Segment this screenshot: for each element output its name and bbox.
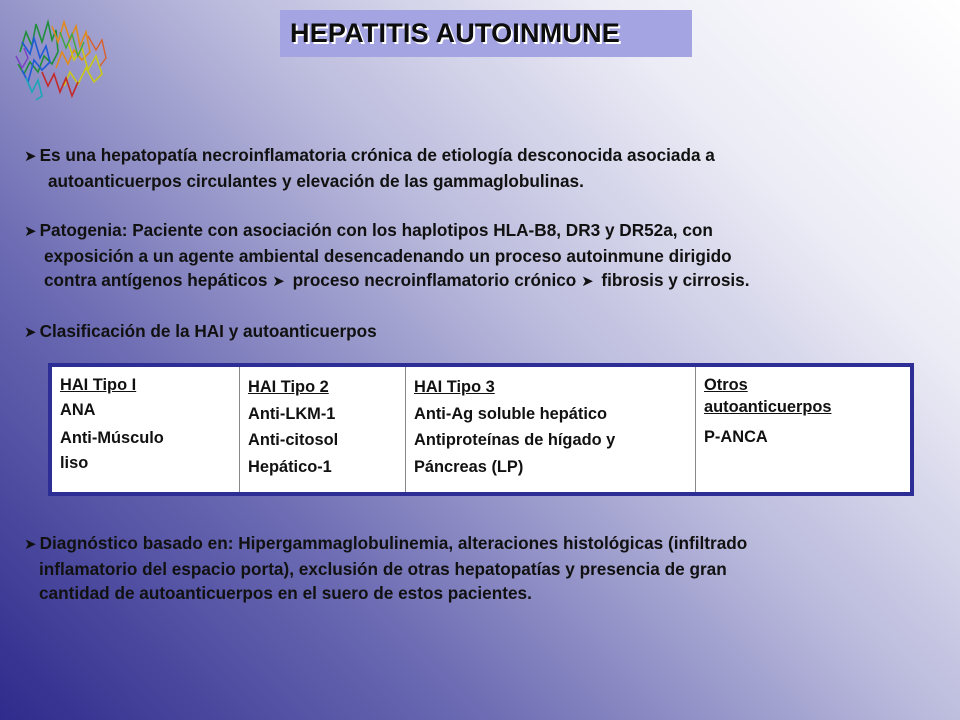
definition-line-2: autoanticuerpos circulantes y elevación de las gammaglobulinas. xyxy=(48,171,584,191)
table-cell: liso xyxy=(60,454,89,472)
pathogenesis-line-3c: fibrosis y cirrosis. xyxy=(601,270,750,290)
protein-structure-icon xyxy=(12,12,112,102)
diagnosis-line-3: cantidad de autoanticuerpos en el suero de estos pacientes. xyxy=(39,583,532,603)
pathogenesis-line-2: exposición a un agente ambiental desencadenando un proceso autoinmune dirigido xyxy=(44,246,732,266)
table-column-other-autoantibodies xyxy=(696,367,910,492)
table-cell: Páncreas (LP) xyxy=(414,457,524,476)
pathogenesis-line-3 xyxy=(24,268,750,294)
paragraph-classification xyxy=(24,319,377,345)
table-header-hai-type-2: HAI Tipo 2 xyxy=(248,378,329,396)
paragraph-diagnosis xyxy=(24,531,747,605)
right-arrow-icon: ➤ xyxy=(272,273,285,290)
table-column-hai-type-2 xyxy=(240,367,406,492)
hai-classification-table xyxy=(48,363,914,496)
diagnosis-line-2: inflamatorio del espacio porta), exclusión de otras hepatopatías y presencia de gran xyxy=(39,559,727,579)
table-cell: Anti-Músculo xyxy=(60,429,164,447)
table-column-hai-type-3 xyxy=(406,367,696,492)
right-arrow-icon: ➤ xyxy=(581,273,594,290)
table-header-hai-type-3: HAI Tipo 3 xyxy=(414,378,495,396)
table-cell: Anti-LKM-1 xyxy=(248,404,336,423)
slide-title xyxy=(280,10,692,57)
table-cell: P-ANCA xyxy=(704,428,768,446)
table-cell: Anti-citosol xyxy=(248,431,339,449)
table-cell: ANA xyxy=(60,401,96,419)
pathogenesis-line-3a: contra antígenos hepáticos xyxy=(44,270,268,290)
table-column-hai-type-1 xyxy=(52,367,240,492)
table-cell: Hepático-1 xyxy=(248,457,332,476)
bullet-arrow-icon: ➤ xyxy=(24,148,37,165)
bullet-arrow-icon: ➤ xyxy=(24,536,37,553)
table-header-other-autoantibodies: Otros autoanticuerpos xyxy=(704,376,832,416)
slide-title-text: HEPATITIS AUTOINMUNE xyxy=(290,18,621,48)
table-header-hai-type-1: HAI Tipo I xyxy=(60,376,137,394)
table-cell: Anti-Ag soluble hepático xyxy=(414,404,608,423)
definition-line-1: Es una hepatopatía necroinflamatoria crónica de etiología desconocida asociada a xyxy=(39,145,715,165)
diagnosis-line-1: Diagnóstico basado en: Hipergammaglobulinemia, alteraciones histológicas (infiltrado xyxy=(39,533,748,553)
pathogenesis-line-1: Patogenia: Paciente con asociación con los haplotipos HLA-B8, DR3 y DR52a, con xyxy=(39,220,713,240)
table-cell: Antiproteínas de hígado y xyxy=(414,431,616,449)
pathogenesis-line-3b: proceso necroinflamatorio crónico xyxy=(292,270,577,290)
paragraph-pathogenesis xyxy=(24,218,750,294)
classification-line-1: Clasificación de la HAI y autoanticuerpos xyxy=(39,321,377,341)
bullet-arrow-icon: ➤ xyxy=(24,324,37,341)
bullet-arrow-icon: ➤ xyxy=(24,223,37,240)
paragraph-definition xyxy=(24,143,715,193)
